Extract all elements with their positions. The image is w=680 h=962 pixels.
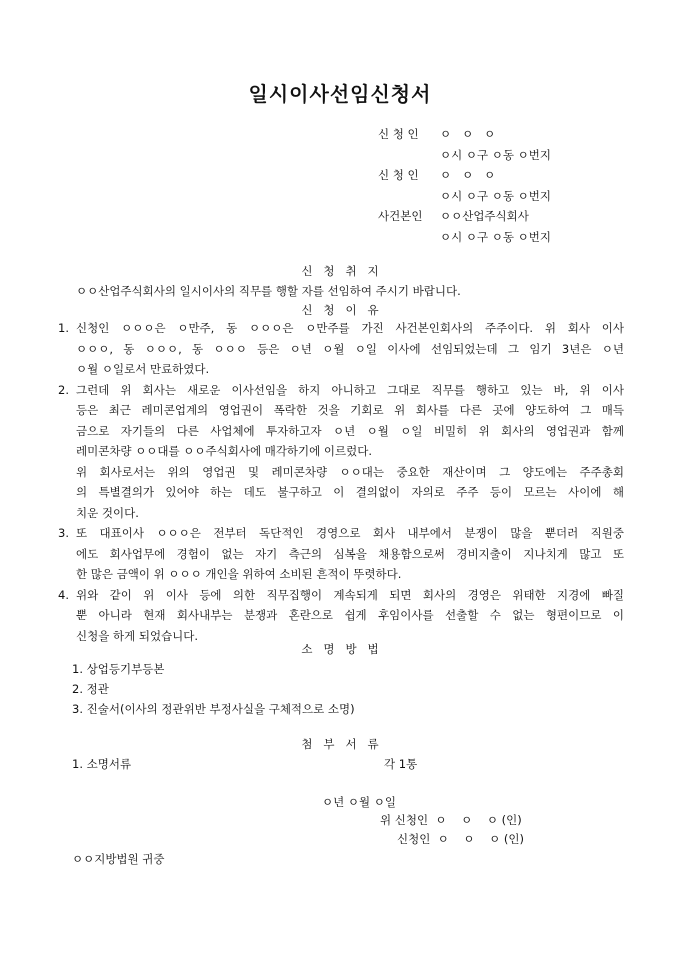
signature-line: 신청인 ㅇ ㅇ ㅇ (인) (397, 832, 524, 846)
evidence-item: 3. 진술서(이사의 정관위반 부정사실을 구체적으로 소명) (72, 702, 355, 716)
reason-line: 그런데 위 회사는 새로운 이사선임을 하지 아니하고 그대로 직무를 행하고 있는 바, 위 이사 (76, 382, 624, 397)
attachments-heading: 첨 부 서 류 (301, 737, 379, 751)
reason-line: 금으로 자기들의 다른 사업체에 투자하고자 ㅇ년 ㅇ월 ㅇ일 비밀히 위 회사의 영업권과 함께 (76, 423, 624, 438)
party-value: ㅇㅇ산업주식회사 (440, 209, 529, 223)
reason-line: 등은 최근 레미콘업계의 영업권이 폭락한 것을 기회로 위 회사를 다른 곳에 양도하여 그 매득 (76, 403, 624, 417)
reason-item (58, 523, 624, 585)
reason-number: 4. (58, 587, 69, 602)
reason-line: 뿐 아니라 현재 회사내부는 분쟁과 혼란으로 쉽게 후임이사를 선출할 수 없는 형편이므로 이 (76, 608, 624, 622)
party-row (378, 124, 668, 145)
purpose-heading: 신 청 취 지 (301, 264, 379, 278)
evidence-heading: 소 명 방 법 (301, 642, 379, 656)
reason-line: 치운 것이다. (76, 505, 139, 520)
evidence-item: 1. 상업등기부등본 (72, 662, 165, 676)
reason-line: 신청인 ㅇㅇㅇ은 ㅇ만주, 동 ㅇㅇㅇ은 ㅇ만주를 가진 사건본인회사의 주주이다. 위 회사 이사 (76, 321, 624, 335)
reason-line: 또 대표이사 ㅇㅇㅇ은 전부터 독단적인 경영으로 회사 내부에서 분쟁이 많을 뿐더러 직원중 (76, 526, 624, 540)
purpose-text: ㅇㅇ산업주식회사의 일시이사의 직무를 행할 자를 선임하여 주시기 바랍니다. (76, 284, 461, 298)
reasons-list (58, 318, 624, 646)
reason-line: 신청을 하게 되었습니다. (76, 628, 199, 643)
reason-line: 한 많은 금액이 위 ㅇㅇㅇ 개인을 위하여 소비된 흔적이 뚜렷하다. (76, 567, 402, 581)
parties-block (378, 124, 668, 247)
reason-line: 위와 같이 위 이사 등에 의한 직무집행이 계속되게 되면 회사의 경영은 위태한 지경에 빠질 (76, 587, 624, 602)
party-value: ㅇ ㅇ ㅇ (440, 168, 496, 182)
party-value: ㅇ ㅇ ㅇ (440, 127, 496, 141)
filing-date: ㅇ년 ㅇ월 ㅇ일 (322, 795, 396, 809)
party-row (378, 165, 668, 186)
attachment-item: 1. 소명서류 (72, 757, 132, 771)
party-row (378, 186, 668, 207)
party-row (378, 227, 668, 248)
reason-line: 의 특별결의가 있어야 하는 데도 불구하고 이 결의없이 자의로 주주 등이 모르는 사이에 해 (76, 485, 624, 499)
reason-line: 레미콘차량 ㅇㅇ대를 ㅇㅇ주식회사에 매각하기에 이르렀다. (76, 444, 372, 458)
attachment-count: 각 1통 (384, 757, 418, 771)
party-value: ㅇ시 ㅇ구 ㅇ동 ㅇ번지 (440, 188, 551, 203)
reason-line: 에도 회사업무에 경험이 없는 자기 측근의 심복을 채용함으로써 경비지출이 지나치게 많고 또 (76, 546, 624, 561)
reason-line: ㅇㅇㅇ, 동 ㅇㅇㅇ, 동 ㅇㅇㅇ 등은 ㅇ년 ㅇ월 ㅇ일 이사에 선임되었는데 그 임기 3년은 ㅇ년 (76, 341, 624, 356)
reason-number: 2. (58, 382, 69, 397)
reason-number: 3. (58, 526, 69, 540)
reason-line: ㅇ월 ㅇ일로서 만료하였다. (76, 362, 210, 376)
court-addressee: ㅇㅇ지방법원 귀중 (72, 852, 165, 866)
party-label: 사건본인 (378, 209, 423, 223)
document-title: 일시이사선임신청서 (248, 82, 432, 106)
party-row (378, 206, 668, 227)
reasons-heading: 신 청 이 유 (301, 303, 379, 317)
reason-number: 1. (58, 321, 69, 335)
signature-line: 위 신청인 ㅇ ㅇ ㅇ (인) (380, 813, 522, 827)
reason-line: 위 회사로서는 위의 영업권 및 레미콘차량 ㅇㅇ대는 중요한 재산이며 그 양도에는 주주총회 (76, 464, 624, 479)
party-label: 신 청 인 (378, 127, 419, 141)
reason-item (58, 585, 624, 647)
reason-item (58, 318, 624, 380)
party-value: ㅇ시 ㅇ구 ㅇ동 ㅇ번지 (440, 147, 551, 162)
reason-item (58, 380, 624, 524)
party-value: ㅇ시 ㅇ구 ㅇ동 ㅇ번지 (440, 229, 551, 244)
evidence-item: 2. 정관 (72, 682, 109, 696)
party-row (378, 145, 668, 166)
party-label: 신 청 인 (378, 168, 419, 182)
